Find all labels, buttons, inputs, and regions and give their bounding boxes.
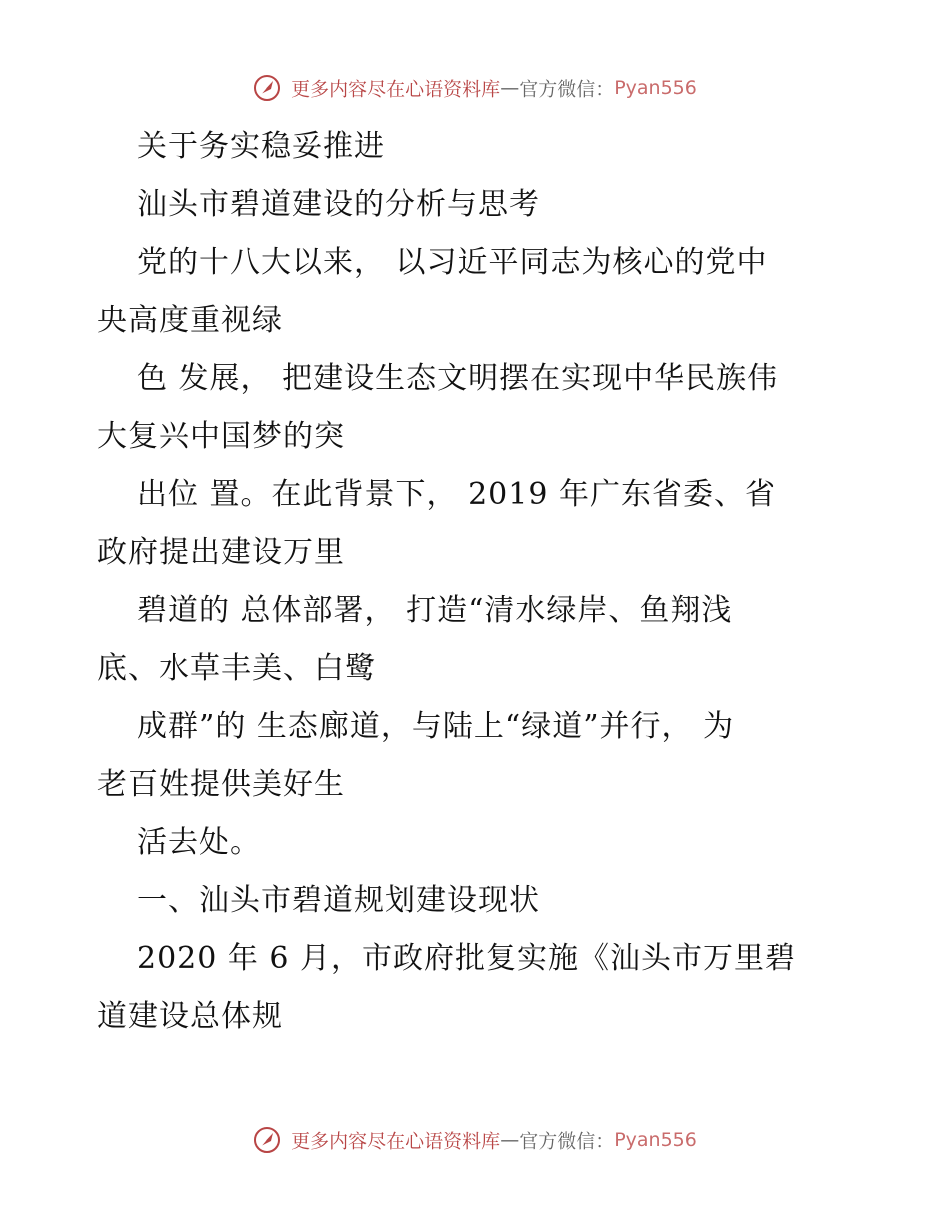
- doc-line: 央高度重视绿: [97, 303, 283, 338]
- doc-line: 碧道的 总体部署， 打造“清水绿岸、鱼翔浅: [137, 593, 733, 628]
- doc-title-line-2: 汕头市碧道建设的分析与思考: [137, 187, 540, 222]
- header-watermark: [0, 74, 950, 102]
- watermark-site: 更多内容尽在心语资料库: [291, 1130, 501, 1153]
- doc-line: 活去处。: [137, 825, 261, 860]
- watermark-official: 官方微信：: [519, 1130, 615, 1153]
- doc-line: 色 发展， 把建设生态文明摆在实现中华民族伟: [137, 361, 779, 396]
- section-heading: 一、汕头市碧道规划建设现状: [137, 883, 540, 918]
- doc-line: 道建设总体规: [97, 999, 283, 1034]
- doc-line: 政府提出建设万里: [97, 535, 345, 570]
- watermark-official: 官方微信：: [519, 78, 615, 101]
- quill-logo-icon: [253, 1126, 281, 1154]
- watermark-id: Pyan556: [614, 77, 697, 99]
- document-body: [97, 118, 857, 1046]
- doc-line: 大复兴中国梦的突: [97, 419, 345, 454]
- quill-logo-icon: [253, 74, 281, 102]
- doc-line: 成群”的 生态廊道，与陆上“绿道”并行， 为: [137, 709, 735, 744]
- watermark-site: 更多内容尽在心语资料库: [291, 78, 501, 101]
- footer-watermark: [0, 1126, 950, 1154]
- doc-line: 老百姓提供美好生: [97, 767, 345, 802]
- watermark-dash: —: [500, 1129, 520, 1151]
- doc-title-line-1: 关于务实稳妥推进: [137, 129, 385, 164]
- doc-line: 底、水草丰美、白鹭: [97, 651, 376, 686]
- watermark-dash: —: [500, 77, 520, 99]
- doc-line: 出位 置。在此背景下， 2019 年广东省委、省: [137, 477, 776, 512]
- watermark-id: Pyan556: [614, 1129, 697, 1151]
- doc-line: 党的十八大以来， 以习近平同志为核心的党中: [137, 245, 768, 280]
- doc-line: 2020 年 6 月，市政府批复实施《汕头市万里碧: [137, 941, 797, 976]
